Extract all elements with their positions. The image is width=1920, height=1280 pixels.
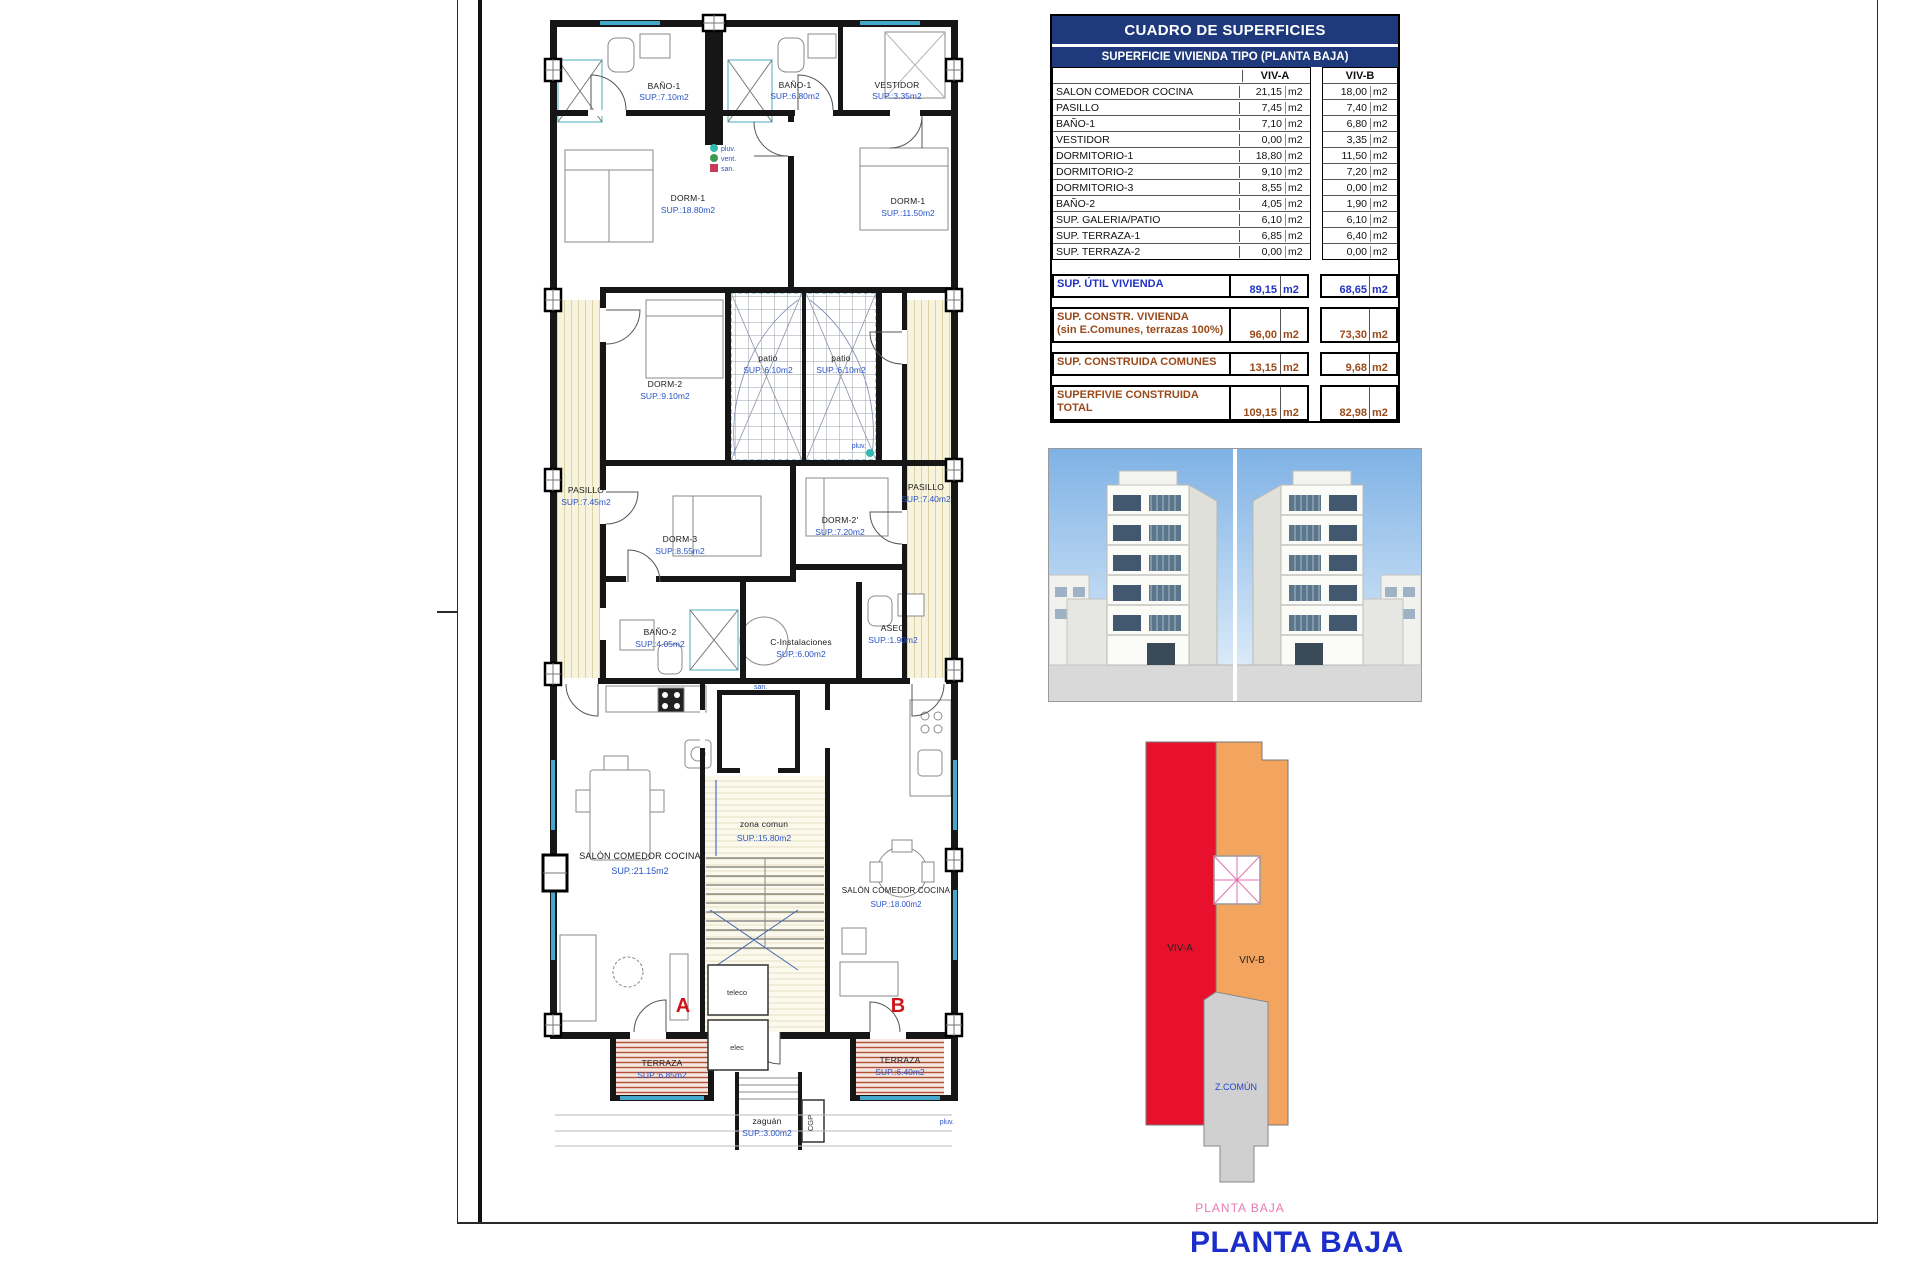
- pluv-label-patio: pluv.: [851, 443, 866, 450]
- svg-text:SUP.:11.50m2: SUP.:11.50m2: [881, 208, 935, 218]
- building-renders: [1048, 448, 1422, 702]
- diagram-caption: PLANTA BAJA: [1195, 1201, 1285, 1215]
- pasillo-b-floor: [907, 300, 951, 684]
- entrance-steps: [739, 1078, 798, 1099]
- total-comunes: SUP. CONSTRUIDA COMUNES 13,15 m2 9,68 m2: [1052, 352, 1398, 376]
- svg-text:SUP.:6.10m2: SUP.:6.10m2: [743, 365, 793, 375]
- table-row: SALON COMEDOR COCINA 21,15 m2: [1053, 83, 1310, 99]
- total-constr: SUP. CONSTR. VIVIENDA (sin E.Comunes, terrazas 100%) 96,00 m2 73,30 m2: [1052, 307, 1398, 343]
- table-row: SUP. TERRAZA-2 0,00 m2: [1053, 243, 1310, 259]
- surfaces-table: [1050, 14, 1400, 423]
- room-label-dorm1a: DORM-1: [670, 193, 706, 203]
- table-row: SUP. TERRAZA-1 6,85 m2: [1053, 227, 1310, 243]
- sheet-border-right: [1877, 0, 1878, 1222]
- margin-tick: [437, 611, 457, 613]
- table-row-b: 0,00 m2: [1323, 243, 1397, 259]
- table-subtitle: SUPERFICIE VIVIENDA TIPO (PLANTA BAJA): [1052, 47, 1398, 67]
- svg-text:SUP.:6.85m2: SUP.:6.85m2: [637, 1070, 687, 1080]
- room-label-dorm2: DORM-2: [647, 379, 683, 389]
- svg-text:san.: san.: [721, 166, 735, 173]
- table-row: SUP. GALERIA/PATIO 6,10 m2: [1053, 211, 1310, 227]
- room-label-zona: zona comun: [739, 819, 789, 829]
- table-row: PASILLO 7,45 m2: [1053, 99, 1310, 115]
- room-label-pasillo-a: PASILLO: [567, 485, 605, 495]
- sheet-border-bottom: [457, 1222, 1878, 1224]
- room-label-pasillo-b: PASILLO: [907, 482, 945, 492]
- svg-text:SUP.:21.15m2: SUP.:21.15m2: [611, 866, 669, 876]
- table-row: BAÑO-1 7,10 m2: [1053, 115, 1310, 131]
- table-row-b: 6,10 m2: [1323, 211, 1397, 227]
- total-util: SUP. ÚTIL VIVIENDA 89,15 m2 68,65 m2: [1052, 274, 1398, 298]
- svg-text:SUP.:6.80m2: SUP.:6.80m2: [770, 91, 820, 101]
- room-label-dorm2p: DORM-2': [821, 515, 859, 525]
- pluv-label-bottom: pluv.: [939, 1119, 954, 1126]
- table-row-b: 18,00 m2: [1323, 83, 1397, 99]
- unit-diagram: [1130, 738, 1310, 1208]
- svg-text:SUP.:6.40m2: SUP.:6.40m2: [875, 1067, 925, 1077]
- svg-text:SUP.:18.00m2: SUP.:18.00m2: [870, 900, 922, 909]
- table-row-b: 6,40 m2: [1323, 227, 1397, 243]
- diagram-viv-b-label: VIV-B: [1239, 955, 1265, 966]
- diagram-zcomun-label: Z.COMÚN: [1215, 1082, 1257, 1092]
- room-label-terraza-a: TERRAZA: [641, 1058, 683, 1068]
- cgp-label: CGP: [806, 1114, 815, 1132]
- room-label-aseo: ASEO: [880, 623, 906, 633]
- table-row: DORMITORIO-1 18,80 m2: [1053, 147, 1310, 163]
- floor-plan: [540, 10, 970, 1155]
- svg-text:vent.: vent.: [721, 156, 737, 163]
- room-label-dorm1b: DORM-1: [890, 196, 926, 206]
- svg-text:SUP.:15.80m2: SUP.:15.80m2: [736, 833, 792, 843]
- table-row-b: 7,20 m2: [1323, 163, 1397, 179]
- room-label-vestidor: VESTIDOR: [874, 80, 920, 90]
- svg-text:SUP.:7.10m2: SUP.:7.10m2: [639, 92, 689, 102]
- site-boundary-line: [478, 0, 482, 1222]
- svg-text:SUP.:9.10m2: SUP.:9.10m2: [640, 391, 690, 401]
- svg-text:SUP.:3.00m2: SUP.:3.00m2: [742, 1128, 792, 1138]
- table-row-b: 1,90 m2: [1323, 195, 1397, 211]
- table-row: VESTIDOR 0,00 m2: [1053, 131, 1310, 147]
- room-label-salon-a: SALÓN COMEDOR COCINA: [579, 851, 701, 861]
- table-row-b: 3,35 m2: [1323, 131, 1397, 147]
- sheet-border-left-thin: [457, 0, 458, 1222]
- table-row-b: 7,40 m2: [1323, 99, 1397, 115]
- room-label-patio2: patio: [831, 353, 851, 363]
- room-label-zaguan: zaguán: [752, 1116, 782, 1126]
- table-row: DORMITORIO-2 9,10 m2: [1053, 163, 1310, 179]
- table-row: DORMITORIO-3 8,55 m2: [1053, 179, 1310, 195]
- svg-text:pluv.: pluv.: [721, 146, 736, 153]
- room-label-cinst: C-Instalaciones: [770, 637, 832, 647]
- room-label-patio1: patio: [758, 353, 778, 363]
- svg-text:SUP.:6.00m2: SUP.:6.00m2: [776, 649, 826, 659]
- teleco-label: teleco: [726, 988, 748, 997]
- svg-text:SUP.:3.35m2: SUP.:3.35m2: [872, 91, 922, 101]
- diagram-viv-a-label: VIV-A: [1167, 943, 1193, 954]
- room-label-terraza-b: TERRAZA: [879, 1055, 921, 1065]
- room-label-salon-b: SALÓN COMEDOR COCINA: [841, 886, 951, 895]
- table-row: BAÑO-2 4,05 m2: [1053, 195, 1310, 211]
- room-label-dorm3: DORM-3: [662, 534, 698, 544]
- table-row-b: 11,50 m2: [1323, 147, 1397, 163]
- svg-text:SUP.:7.40m2: SUP.:7.40m2: [901, 494, 951, 504]
- svg-text:SUP.:1.90m2: SUP.:1.90m2: [868, 635, 918, 645]
- unit-letter-a: A: [675, 995, 691, 1017]
- svg-text:SUP.:7.45m2: SUP.:7.45m2: [561, 497, 611, 507]
- col-header-viv-a: VIV-A: [1242, 70, 1310, 82]
- legend-icons: [710, 144, 718, 172]
- room-label-bano1a: BAÑO-1: [647, 81, 681, 91]
- sheet-title: PLANTA BAJA: [1190, 1226, 1404, 1259]
- patio-drain-dot: [866, 449, 874, 457]
- svg-text:SUP.:4.05m2: SUP.:4.05m2: [635, 639, 685, 649]
- svg-text:SUP.:8.55m2: SUP.:8.55m2: [655, 546, 705, 556]
- diagram-patio: [1214, 856, 1260, 904]
- table-row-b: 0,00 m2: [1323, 179, 1397, 195]
- unit-letter-b: B: [890, 995, 906, 1017]
- elec-label: elec: [730, 1043, 744, 1052]
- col-header-viv-b: VIV-B: [1345, 69, 1375, 82]
- san-label: san.: [754, 684, 768, 691]
- svg-text:SUP.:7.20m2: SUP.:7.20m2: [815, 527, 865, 537]
- total-construida: SUPERFIVIE CONSTRUIDA TOTAL 109,15 m2 82,98 m2: [1052, 385, 1398, 421]
- room-label-bano1b: BAÑO-1: [778, 80, 812, 90]
- svg-text:SUP.:6.10m2: SUP.:6.10m2: [816, 365, 866, 375]
- svg-text:SUP.:18.80m2: SUP.:18.80m2: [660, 205, 716, 215]
- room-label-bano2: BAÑO-2: [643, 627, 677, 637]
- table-row-b: 6,80 m2: [1323, 115, 1397, 131]
- table-title: CUADRO DE SUPERFICIES: [1052, 16, 1398, 47]
